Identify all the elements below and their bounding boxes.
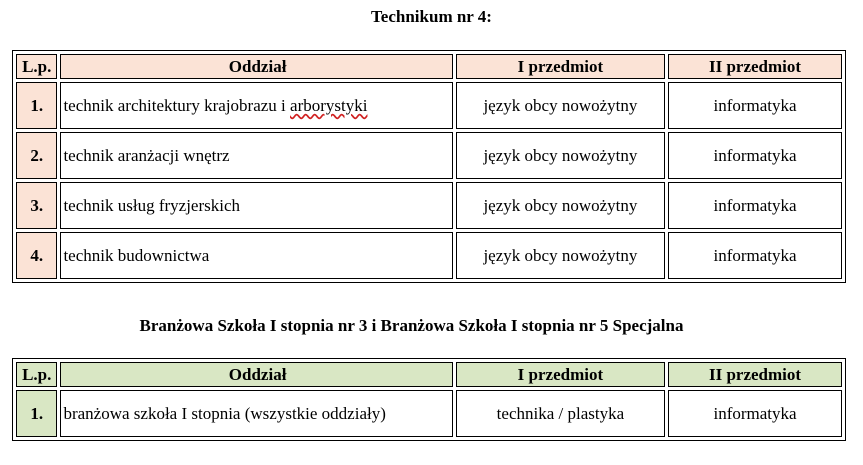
cell-przedmiot-1: język obcy nowożytny — [456, 82, 665, 129]
cell-przedmiot-1: technika / plastyka — [456, 390, 665, 437]
cell-przedmiot-1: język obcy nowożytny — [456, 132, 665, 179]
header-oddzial: Oddział — [60, 362, 452, 387]
header-przedmiot-2: II przedmiot — [668, 54, 842, 79]
table-row — [16, 232, 842, 279]
cell-oddzial: technik budownictwa — [60, 232, 452, 279]
cell-przedmiot-2: informatyka — [668, 82, 842, 129]
table-header-row — [16, 362, 842, 387]
cell-przedmiot-2: informatyka — [668, 232, 842, 279]
cell-lp: 1. — [16, 82, 57, 129]
table-row — [16, 390, 842, 437]
spellcheck-marked-word: arborystyki — [290, 95, 368, 115]
technikum-table — [12, 50, 846, 283]
cell-oddzial: technik aranżacji wnętrz — [60, 132, 452, 179]
cell-lp: 2. — [16, 132, 57, 179]
header-lp: L.p. — [16, 362, 57, 387]
section2-title: Branżowa Szkoła I stopnia nr 3 i Branżowa Szkoła I stopnia nr 5 Specjalna — [139, 316, 684, 335]
cell-przedmiot-2: informatyka — [668, 182, 842, 229]
header-oddzial: Oddział — [60, 54, 452, 79]
header-lp: L.p. — [16, 54, 57, 79]
table-row — [16, 182, 842, 229]
cell-oddzial: technik usług fryzjerskich — [60, 182, 452, 229]
table-header-row — [16, 54, 842, 79]
table-row — [16, 82, 842, 129]
table-row — [16, 132, 842, 179]
cell-lp: 1. — [16, 390, 57, 437]
header-przedmiot-1: I przedmiot — [456, 362, 665, 387]
cell-lp: 4. — [16, 232, 57, 279]
header-przedmiot-2: II przedmiot — [668, 362, 842, 387]
section1-title: Technikum nr 4: — [371, 7, 492, 26]
cell-oddzial-text: technik architektury krajobrazu i — [63, 95, 291, 115]
cell-oddzial — [60, 82, 452, 129]
branzowa-table — [12, 358, 846, 441]
cell-przedmiot-1: język obcy nowożytny — [456, 232, 665, 279]
cell-oddzial: branżowa szkoła I stopnia (wszystkie oddziały) — [60, 390, 452, 437]
cell-przedmiot-2: informatyka — [668, 390, 842, 437]
cell-lp: 3. — [16, 182, 57, 229]
header-przedmiot-1: I przedmiot — [456, 54, 665, 79]
cell-przedmiot-2: informatyka — [668, 132, 842, 179]
cell-przedmiot-1: język obcy nowożytny — [456, 182, 665, 229]
